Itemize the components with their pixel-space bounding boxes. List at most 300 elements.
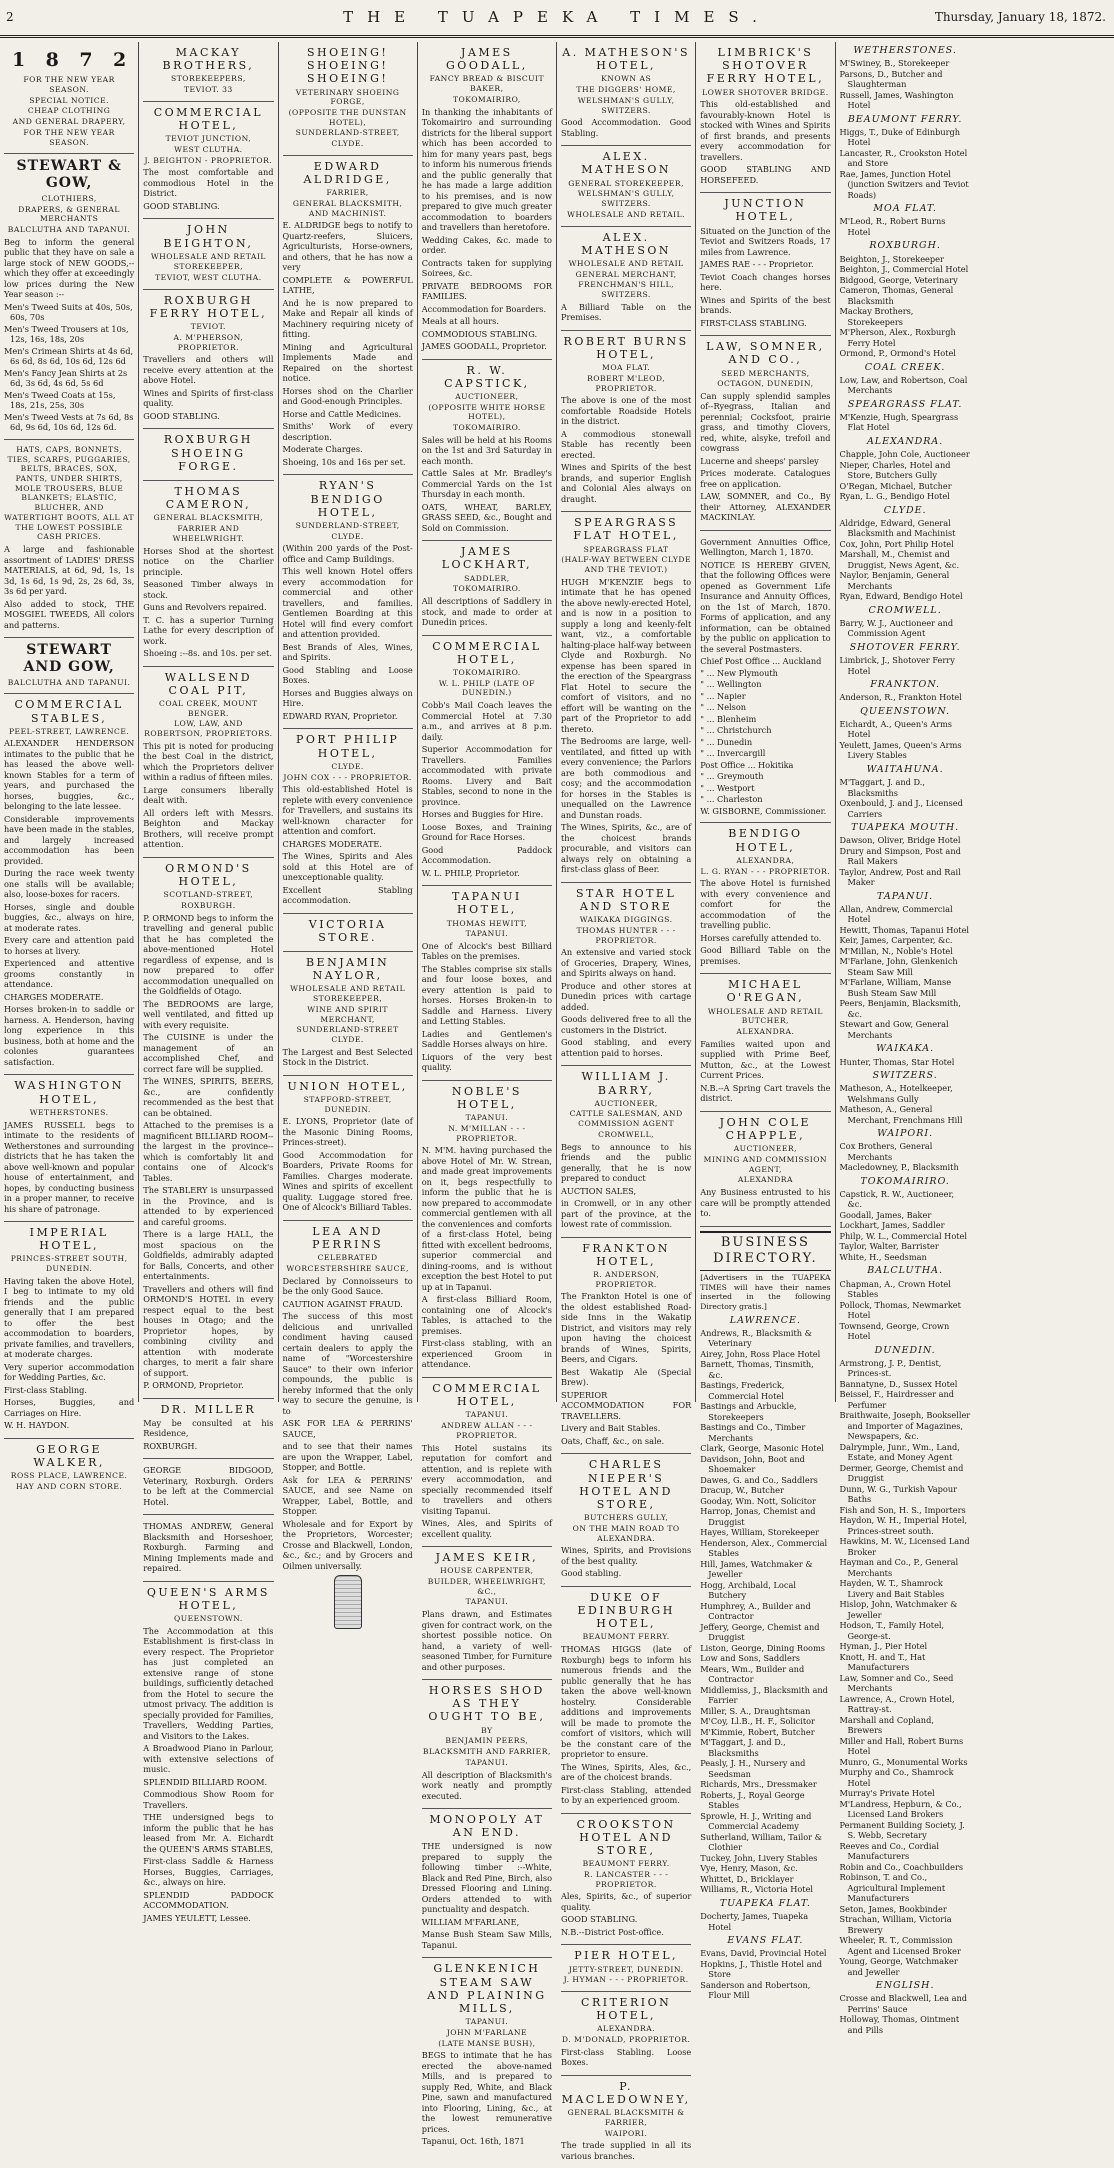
- ad-text: The above Hotel is furnished with every convenience and comfort for the accommodation of the travelling public.: [700, 878, 831, 931]
- ad-text: May be consulted at his Residence,: [143, 1417, 274, 1439]
- ad-subline: D. M'DONALD, PROPRIETOR.: [561, 2035, 691, 2045]
- directory-town: COAL CREEK.: [864, 361, 946, 373]
- directory-entry: Ormond, P., Ormond's Hotel: [839, 348, 956, 359]
- ad-text: Ask for LEA & PERRINS' SAUCE, and see Name on Wrapper, Label, Bottle, and Stopper.: [282, 1474, 413, 1517]
- ad-subline: THOMAS HUNTER - - - PROPRIETOR.: [576, 925, 676, 945]
- directory-entry: Miller and Hall, Robert Burns Hotel: [839, 1735, 964, 1757]
- newspaper-title: THE TUAPEKA TIMES.: [343, 8, 771, 26]
- ad-text: Attached to the premises is a magnificent BILLIARD ROOM--the largest in the province--which is comfortably lit and contains one of Alcock's Tables.: [143, 1120, 274, 1183]
- advertisement: [4, 638, 134, 694]
- directory-entry: Hunter, Thomas, Star Hotel: [839, 1056, 955, 1067]
- advertisement: [700, 193, 830, 336]
- ad-subline: (HALF-WAY BETWEEN CLYDE AND THE TEVIOT.): [561, 555, 692, 575]
- directory-entry: Miller, S. A., Draughtsman: [700, 1705, 811, 1716]
- ad-subline: STOREKEEPERS,: [171, 74, 246, 84]
- advertisement: [422, 1680, 552, 1809]
- ad-subline: J. BEIGHTON - PROPRIETOR.: [144, 155, 273, 165]
- ad-subline: WELSHMAN'S GULLY, SWITZERS.: [577, 189, 675, 209]
- directory-entry: Naylor, Benjamin, General Merchants: [839, 570, 950, 591]
- ad-text: Experienced and attentive grooms constantly in attendance.: [4, 958, 135, 990]
- ad-subline: WEST CLUTHA.: [174, 144, 243, 154]
- ad-subline: ALEXANDRA,: [736, 855, 795, 865]
- directory-entry: Middlemiss, J., Blacksmith and Farrier: [700, 1684, 828, 1706]
- column-4: [418, 42, 557, 2147]
- ad-text: NOTICE IS HEREBY GIVEN, that the following Offices were opened as Government Life Insurance and Annuity Offices, on the 1st of March, 1870. Forms of application, and any information, can be obtained by the public on application to the several Postmasters.: [700, 559, 831, 654]
- directory-entry: Hislop, John, Watchmaker & Jeweller: [839, 1599, 958, 1620]
- directory-entry: Strachan, William, Victoria Brewery: [839, 1914, 952, 1935]
- ad-text: and to see that their names are upon the Wrapper, Label, Stopper, and Bottle.: [282, 1441, 413, 1473]
- directory-entry: Docherty, James, Tuapeka Hotel: [700, 1911, 809, 1932]
- ad-heading: MONOPOLY AT AN END.: [429, 1813, 545, 1840]
- directory-entry: Stewart and Gow, General Merchants: [839, 1019, 949, 1040]
- ad-text: Horse and Cattle Medicines.: [282, 408, 402, 419]
- directory-entry: Murray's Private Hotel: [839, 1788, 935, 1799]
- ad-heading: CROOKSTON HOTEL AND STORE,: [576, 1817, 676, 1857]
- ad-heading: ROBERT BURNS HOTEL,: [563, 334, 689, 361]
- directory-entry: Cox, John, Port Philip Hotel: [839, 538, 954, 549]
- directory-town: DUNEDIN.: [874, 1344, 936, 1356]
- ad-subline: BLACKSMITH AND FARRIER,: [422, 1747, 551, 1757]
- ad-text: Very superior accommodation for Wedding Parties, &c.: [4, 1361, 135, 1383]
- ad-text: GOOD STABLING.: [143, 200, 220, 211]
- ad-subline: BALCLUTHA AND TAPANUI.: [7, 677, 131, 687]
- ad-list-item: " ... Dunedin: [700, 736, 753, 747]
- ad-text: E. LYONS, Proprietor (late of the Masonic Dining Rooms, Princes-street).: [282, 1116, 413, 1148]
- advertisement: [422, 1809, 552, 1958]
- directory-entry: M'Taggart, J. and D., Blacksmiths: [839, 777, 925, 798]
- directory-town: SHOTOVER FERRY.: [849, 641, 961, 653]
- directory-entry: Mackay Brothers, Storekeepers: [839, 306, 914, 327]
- directory-town: ALEXANDRA.: [866, 435, 944, 447]
- directory-entry: Macledowney, P., Blacksmith: [839, 1162, 959, 1173]
- directory-entry: Braithwaite, Joseph, Bookseller and Importer of Magazines, Newspapers, &c.: [839, 1410, 971, 1442]
- ad-text: Tapanui, Oct. 16th, 1871: [421, 2136, 525, 2147]
- ad-text: Every care and attention paid to horses at livery.: [4, 935, 135, 956]
- ad-text: Horses broken-in to saddle or harness. A. Henderson, having long experience in this business, both at home and the colonies guarantees satisfaction.: [4, 1004, 135, 1067]
- advertisement: [561, 227, 691, 331]
- ad-heading: HORSES SHOD AS THEY OUGHT TO BE,: [428, 1684, 546, 1724]
- directory-entry: M'Farlane, William, Manse Bush Steam Saw Mill: [839, 977, 952, 998]
- directory-entry: Chapple, John Cole, Auctioneer: [839, 449, 970, 460]
- directory-entry: Dawson, Oliver, Bridge Hotel: [839, 835, 961, 846]
- directory-entry: Vye, Henry, Mason, &c.: [700, 1863, 798, 1874]
- directory-entry: Philp, W. L., Commercial Hotel: [839, 1230, 968, 1241]
- directory-entry: Sprowle, H. J., Writing and Commercial Academy: [700, 1810, 812, 1832]
- ad-subline: JOHN COX - - - PROPRIETOR.: [283, 772, 412, 782]
- directory-town: WAITAHUNA.: [866, 763, 944, 775]
- ad-text: Shoeing :--8s. and 10s. per set.: [143, 648, 272, 658]
- ad-text: The STABLERY is unsurpassed in the Province, and is attended to by experienced and careful grooms.: [143, 1185, 274, 1227]
- ad-subline: BUTCHERS GULLY,: [583, 1513, 669, 1523]
- directory-entry: Chapman, A., Crown Hotel Stables: [839, 1278, 951, 1300]
- ad-subline: R. LANCASTER - - - PROPRIETOR.: [583, 1869, 669, 1889]
- ad-heading: JAMES KEIR,: [435, 1551, 539, 1564]
- ad-subline: TAPANUI.: [465, 1757, 509, 1767]
- advertisement: [422, 886, 552, 1081]
- ad-text: LAW, SOMNER, and Co., By their Attorney, ALEXANDER MACKINLAY.: [700, 491, 831, 523]
- ad-heading: ORMOND'S HOTEL,: [165, 861, 252, 888]
- ad-text: Produce and other stores at Dunedin prices with cartage added.: [561, 980, 692, 1012]
- advertisement: [700, 42, 830, 193]
- directory-entry: Keir, James, Carpenter, &c.: [839, 935, 953, 946]
- ad-text: Wines, Spirits, and Provisions of the best quality.: [561, 1545, 692, 1566]
- ad-text: Can supply splendid samples of--Ryegrass, Italian and perennial; Cocksfoot, prairie grass, and timothy Clovers, red, white, alsyke, trefoil and cowgrass: [700, 390, 831, 454]
- directory-entry: Robinson, T. and Co., Agricultural Implement Manufacturers: [839, 1872, 946, 1904]
- ad-text: JAMES GOODALL, Proprietor.: [421, 341, 547, 352]
- directory-entry: Gooday, Wm. Nott, Solicitor: [700, 1495, 816, 1506]
- ad-text: (Within 200 yards of the Post-office and Camp Buildings.: [282, 543, 413, 564]
- ad-text: W. L. PHILP, Proprietor.: [421, 867, 520, 878]
- directory-entry: Hopkins, J., Thistle Hotel and Store: [700, 1958, 823, 1980]
- column-7: [836, 42, 975, 2035]
- advertisement: [143, 481, 273, 667]
- ad-text: The Frankton Hotel is one of the oldest established Road-side Inns in the Wakatip District, and visitors may rely upon having the choicest brands of Wines, Spirits, Beers, and Cigars.: [561, 1291, 692, 1365]
- ad-heading: BENJAMIN NAYLOR,: [305, 956, 390, 983]
- ad-subline: TEVIOT. 33: [183, 85, 233, 95]
- ad-subline: WHOLESALE AND RETAIL STOREKEEPER,: [290, 984, 406, 1004]
- ad-list-item: Men's Tweed Suits at 40s, 50s, 60s, 70s: [4, 301, 133, 323]
- directory-entry: Peers, Benjamin, Blacksmith, &c.: [839, 998, 961, 1019]
- directory-entry: M'Millan, N., Noble's Hotel: [839, 945, 953, 956]
- directory-entry: Parsons, D., Butcher and Slaughterman: [839, 68, 943, 90]
- directory-entry: Higgs, T., Duke of Edinburgh Hotel: [839, 126, 961, 148]
- ad-list-item: Men's Tweed Coats at 15s, 18s, 21s, 25s, 30s: [4, 389, 116, 411]
- directory-entry: Crosse and Blackwell, Lea and Perrins' Sauce: [839, 1993, 967, 2014]
- directory-town: MOA FLAT.: [873, 203, 937, 215]
- ad-text: A Broadwood Piano in Parlour, with extensive selections of music.: [143, 1743, 274, 1775]
- advertisement: [143, 102, 273, 220]
- ad-text: Wines, Ales, and Spirits of excellent quality.: [421, 1518, 552, 1539]
- issue-date: Thursday, January 18, 1872.: [934, 10, 1106, 24]
- ad-text: P. ORMOND begs to inform the travelling and general public that he has completed the above-mentioned Hotel regardless of expense, and is now prepared to offer accommodation unequalled on the Goldfields of Otago.: [143, 912, 274, 997]
- column-1: [0, 42, 139, 1491]
- ad-text: Any Business entrusted to his care will be promptly attended to.: [700, 1187, 831, 1219]
- advertisement: [700, 823, 830, 974]
- ad-text: Goods delivered free to all the customers in the District.: [561, 1014, 692, 1035]
- ad-heading: ROXBURGH SHOEING FORGE.: [163, 433, 253, 473]
- advertisement: [143, 1515, 273, 1582]
- ad-subline: WAIKAKA DIGGINGS.: [579, 915, 673, 925]
- ad-text: Good Paddock Accommodation.: [421, 844, 552, 866]
- ad-text: All orders left with Messrs. Beighton and Mackay Brothers, will receive prompt attention.: [143, 807, 274, 850]
- advertisement: [143, 219, 273, 290]
- ad-list-item: " ... New Plymouth: [700, 667, 778, 678]
- directory-entry: Nieper, Charles, Hotel and Store, Butchers Gully: [839, 459, 951, 481]
- ad-subline: WHOLESALE AND RETAIL BUTCHER,: [707, 1006, 823, 1026]
- ad-text: HUGH M'KENZIE begs to intimate that he has opened the above newly-erected Hotel, and is now in a position to supply a long and keenly-felt want, viz., a comfortable halting-place half-way between Clyde and Roxburgh. No expense has been spared in the erection of the Speargrass Flat Hotel to secure the comfort of visitors, and no effort will be wanting on the part of the Proprietor to add thereto.: [561, 576, 692, 734]
- advertisement: [143, 1459, 273, 1515]
- ad-text: Superior Accommodation for Travellers. Families accommodated with private Rooms. Livery and Bait Stables, second to none in the province.: [421, 744, 552, 807]
- ad-text: First-class Stabling. Loose Boxes.: [561, 2046, 692, 2068]
- ad-heading: EDWARD ALDRIDGE,: [303, 159, 392, 187]
- directory-entry: Williams, R., Victoria Hotel: [700, 1884, 814, 1895]
- ad-subline: TEVIOT JUNCTION,: [165, 134, 252, 144]
- ad-heading: DUKE OF EDINBURGH HOTEL,: [577, 1590, 675, 1631]
- ad-text: The WINES, SPIRITS, BEERS, &c., are confidently recommended as the best that can be obtained.: [143, 1076, 274, 1118]
- directory-entry: M'Pherson, Alex., Roxburgh Ferry Hotel: [839, 327, 956, 348]
- ad-subline: TAPANUI.: [465, 1113, 509, 1123]
- advertisement: [143, 290, 273, 430]
- directory-town: ENGLISH.: [875, 1980, 935, 1992]
- ad-heading: CRITERION HOTEL,: [581, 1995, 672, 2023]
- ad-subline: MOA FLAT.: [602, 363, 651, 373]
- directory-town: QUEENSTOWN.: [860, 705, 951, 717]
- directory-entry: Taylor, Andrew, Post and Rail Maker: [839, 866, 961, 888]
- ad-heading: GLENKENICH STEAM SAW AND PLAINING MILLS,: [427, 1962, 547, 2015]
- ad-heading: QUEEN'S ARMS HOTEL,: [146, 1585, 270, 1612]
- directory-entry: Young, George, Watchmaker and Jeweller: [839, 1956, 958, 1977]
- directory-entry: M'Kimmie, Robert, Butcher: [700, 1726, 815, 1737]
- ad-subline: AUCTIONEER,: [455, 391, 519, 401]
- ad-text: Plans drawn, and Estimates given for contract work, on the shortest possible notice. On hand, a variety of well-seasoned Timber, for Furniture and other purposes.: [421, 1609, 552, 1672]
- directory-entry: M'Landress, Hepburn, & Co., Licensed Land Brokers: [839, 1798, 962, 1820]
- advertisement: [561, 1066, 691, 1237]
- ad-text: And he is now prepared to Make and Repair all kinds of Machinery requiring nicety of fitting.: [282, 297, 413, 340]
- advertisement: [4, 1222, 134, 1439]
- ad-text: The Bedrooms are large, well-ventilated, and fitted up with every convenience; the Parlors are both commodious and cosy; and the accommodation for horses in the Stables is unequalled on the Lawrence and Dunstan roads.: [561, 736, 692, 820]
- ad-heading: TAPANUI HOTEL,: [451, 890, 522, 917]
- directory-entry: Ryan, L. G., Bendigo Hotel: [839, 491, 950, 502]
- ad-text: The Largest and Best Selected Stock in the District.: [282, 1046, 413, 1068]
- advertisement: [422, 541, 552, 635]
- ad-text: JAMES RAE - - - Proprietor.: [700, 259, 814, 270]
- directory-entry: Low and Sons, Saddlers: [700, 1653, 800, 1664]
- ad-subline: ALEXANDRA: [737, 1175, 793, 1185]
- directory-entry: Allan, Andrew, Commercial Hotel: [839, 903, 953, 925]
- ad-subline: COAL CREEK, MOUNT BENGER.: [159, 698, 258, 718]
- ad-subline: GENERAL BLACKSMITH & FARRIER,: [567, 2108, 685, 2127]
- ad-subline: SPECIAL NOTICE.: [29, 95, 110, 105]
- ad-text: All description of Blacksmith's work neatly and promptly executed.: [421, 1769, 552, 1801]
- advertisement: [561, 1238, 691, 1455]
- ad-subline: PEEL-STREET, LAWRENCE.: [8, 726, 130, 736]
- directory-entry: Hogg, Archibald, Local Butchery: [700, 1579, 796, 1601]
- directory-entry: Knott, H. and T., Hat Manufacturers: [839, 1651, 926, 1673]
- ad-subline: HATS, CAPS, BONNETS, TIES, SCARFS, PUGGARIES, BELTS, BRACES, SOX, PANTS, UNDER SHIRTS, MOLE TROUSERS, BLUE BLANKETS; ELASTIC, BLUCHER, AND WATERTIGHT BOOTS, ALL AT THE LOWEST POSSIBLE CASH PRICES.: [4, 444, 135, 542]
- ad-text: The BEDROOMS are large, well ventilated, and fitted up with every requisite.: [143, 998, 274, 1030]
- ad-text: Wedding Cakes, &c. made to order.: [421, 234, 552, 256]
- ad-heading: FRANKTON HOTEL,: [582, 1241, 670, 1268]
- ad-text: Horses and Buggies for Hire.: [421, 809, 544, 820]
- ad-list-item: " ... Charleston: [700, 794, 763, 805]
- ad-text: N.B.--District Post-office.: [561, 1926, 664, 1937]
- ad-heading: SPEARGRASS FLAT HOTEL,: [573, 516, 679, 543]
- ad-subline: FRENCHMAN'S HILL, SWITZERS.: [578, 280, 675, 300]
- ad-text: THOMAS ANDREW, General Blacksmith and Horseshoer, Roxburgh. Farming and Mining Implements made and repaired.: [143, 1521, 274, 1574]
- directory-entry: Townsend, George, Crown Hotel: [839, 1320, 950, 1342]
- ad-subline: FANCY BREAD & BISCUIT BAKER,: [429, 74, 545, 94]
- ad-heading: WALLSEND COAL PIT,: [164, 670, 253, 697]
- directory-entry: Marshall and Copland, Brewers: [839, 1714, 934, 1736]
- ad-text: SUPERIOR ACCOMMODATION FOR TRAVELLERS.: [561, 1389, 692, 1421]
- ad-heading: ROXBURGH FERRY HOTEL,: [149, 293, 268, 321]
- directory-entry: Dunn, W. G., Turkish Vapour Baths: [839, 1483, 958, 1505]
- directory-entry: Wheeler, R. T., Commission Agent and Licensed Broker: [839, 1935, 961, 1956]
- directory-entry: Beighton, J., Commercial Hotel: [839, 264, 969, 275]
- directory-entry: M'Swiney, B., Storekeeper: [839, 58, 950, 69]
- directory-town: TAPANUI.: [877, 890, 934, 902]
- directory-entry: M'Farlane, John, Glenkenich Steam Saw Mill: [839, 956, 958, 977]
- ad-text: This Hotel sustains its reputation for comfort and attention, and is replete with every accommodation, and specially recommended itself to travellers and others visiting Tapanui.: [421, 1442, 552, 1516]
- ad-text: Seasoned Timber always in stock.: [143, 579, 274, 600]
- directory-entry: Tuckey, John, Livery Stables: [700, 1852, 818, 1863]
- ad-text: CHARGES MODERATE.: [4, 991, 104, 1002]
- directory-entry: Hodson, T., Family Hotel, George-st.: [839, 1620, 945, 1641]
- ad-text: One of Alcock's best Billiard Tables on the premises.: [421, 940, 552, 962]
- advertisement: [283, 729, 413, 913]
- ad-text: An extensive and varied stock of Groceries, Drapery, Wines, and Spirits always on hand.: [561, 947, 692, 979]
- directory-entry: Law, Somner and Co., Seed Merchants: [839, 1672, 954, 1694]
- directory-entry: Beissel, F., Hairdresser and Perfumer: [839, 1389, 954, 1410]
- ad-subline: FOR THE NEW YEAR SEASON.: [23, 127, 115, 147]
- ad-subline: CLOTHIERS,: [41, 193, 97, 203]
- ad-heading: ALEX. MATHESON: [581, 230, 671, 257]
- advertisement: [4, 1075, 134, 1222]
- directory-entry: Clark, George, Masonic Hotel: [700, 1443, 824, 1454]
- ad-text: All descriptions of Saddlery in stock, and made to order at Dunedin prices.: [421, 596, 552, 628]
- ad-text: The trade supplied in all its various branches.: [561, 2140, 692, 2161]
- ad-text: First-class Stabling, attended to by an experienced groom.: [561, 1784, 692, 1806]
- ad-text: Travellers and others will receive every attention at the above Hotel.: [143, 354, 274, 386]
- advertisement: [700, 336, 830, 531]
- ad-subline: STOREKEEPER,: [173, 262, 244, 272]
- ad-subline: KNOWN AS: [601, 74, 652, 84]
- ad-list-item: " ... Napier: [700, 690, 746, 701]
- directory-entry: Yeulett, James, Queen's Arms Livery Stables: [839, 739, 962, 761]
- ad-heading: STAR HOTEL AND STORE: [575, 886, 677, 913]
- ad-subline: SUNDERLAND-STREET,: [295, 128, 400, 138]
- ad-subline: CROMWELL,: [598, 1129, 655, 1139]
- ad-heading: COMMERCIAL HOTEL,: [432, 639, 542, 666]
- advertisement: [422, 1547, 552, 1680]
- ad-text: Accommodation for Boarders.: [421, 303, 547, 314]
- ad-subline: TOKOMAIRIRO,: [452, 94, 521, 104]
- ad-subline: J. HYMAN - - - PROPRIETOR.: [563, 1975, 689, 1985]
- directory-entry: Sanderson and Robertson, Flour Mill: [700, 1979, 811, 2001]
- ad-text: Situated on the Junction of the Teviot and Switzers Roads, 17 miles from Lawrence.: [700, 225, 831, 257]
- ad-text: CHARGES MODERATE.: [282, 838, 383, 849]
- directory-town: ROXBURGH.: [869, 240, 941, 252]
- directory-entry: Capstick, R. W., Auctioneer, &c.: [839, 1188, 955, 1210]
- advertisement: [422, 42, 552, 360]
- ad-list-item: W. GISBORNE, Commissioner.: [700, 805, 827, 816]
- ad-text: ROXBURGH.: [143, 1440, 198, 1451]
- ad-subline: FOR THE NEW YEAR SEASON.: [23, 75, 115, 95]
- ad-subline: DRAPERS, & GENERAL MERCHANTS: [18, 204, 120, 224]
- ad-heading: LIMBRICK'S SHOTOVER FERRY HOTEL,: [706, 46, 825, 86]
- ad-text: GOOD STABLING AND HORSEFEED.: [700, 164, 831, 185]
- ad-subline: ANDREW ALLAN - - - PROPRIETOR.: [441, 1421, 533, 1440]
- ad-heading: GEORGE WALKER,: [33, 1442, 105, 1469]
- directory-entry: Lockhart, James, Saddler: [839, 1220, 945, 1231]
- directory-entry: Russell, James, Washington Hotel: [839, 89, 954, 111]
- directory-entry: Cox Brothers, General Merchants: [839, 1141, 933, 1162]
- year-digit: 8: [45, 49, 59, 71]
- ad-subline: WETHERSTONES.: [29, 1107, 109, 1117]
- directory-town: SWITZERS.: [872, 1070, 938, 1081]
- ad-text: During the race week twenty one stalls will be available; also, loose-boxes for racers.: [4, 868, 135, 900]
- ad-heading: IMPERIAL HOTEL,: [29, 1226, 109, 1253]
- ad-text: Wines and Spirits of the best brands.: [700, 294, 831, 316]
- ad-subline: AUCTIONEER,: [594, 1098, 658, 1108]
- directory-entry: Richards, Mrs., Dressmaker: [700, 1779, 817, 1790]
- ad-heading: STEWART & GOW,: [16, 158, 122, 192]
- ad-heading: BENDIGO HOTEL,: [728, 827, 803, 854]
- directory-entry: Davidson, John, Boot and Shoemaker: [700, 1453, 805, 1475]
- ad-heading: JOHN BEIGHTON,: [163, 223, 254, 250]
- ad-text: GEORGE BIDGOOD, Veterinary, Roxburgh. Orders to be left at the Commercial Hotel.: [143, 1465, 274, 1507]
- ad-heading: UNION HOTEL,: [287, 1079, 408, 1093]
- ad-subline: CATTLE SALESMAN, AND COMMISSION AGENT: [569, 1109, 683, 1129]
- ad-subline: TAPANUI.: [465, 1410, 509, 1420]
- ad-subline: TOKOMAIRIRO.: [452, 584, 521, 594]
- ad-text: Prices moderate. Catalogues free on application.: [700, 468, 831, 489]
- ad-heading: COMMERCIAL HOTEL,: [432, 1381, 542, 1409]
- directory-entry: Goodall, James, Baker: [839, 1209, 932, 1220]
- ad-subline: WHOLESALE AND RETAIL: [568, 258, 684, 268]
- advertisement: [422, 636, 552, 887]
- directory-entry: Hayes, William, Storekeeper: [700, 1527, 819, 1538]
- ad-text: WILLIAM M'FARLANE,: [421, 1916, 520, 1927]
- ad-text: Guns and Revolvers repaired.: [143, 602, 267, 612]
- advertisement: [283, 156, 413, 476]
- ad-subline: SCOTLAND-STREET,: [163, 890, 254, 900]
- ad-heading: SHOEING! SHOEING! SHOEING!: [306, 46, 389, 86]
- advertisement: [4, 440, 134, 638]
- ad-text: The Wines, Spirits, &c., are of the choicest brands procurable, and visitors can always rely on obtaining a first-class glass of Beer.: [561, 822, 692, 875]
- ad-list-item: " ... Blenheim: [700, 713, 757, 724]
- ad-subline: WELSHMAN'S GULLY, SWITZERS.: [577, 95, 675, 115]
- ad-subline: ALEXANDRA.: [736, 1027, 795, 1037]
- ad-text: The Accommodation at this Establishment is first-class in every respect. The Proprietor has just completed an extensive range of stone buildings, sufficiently detached from the Hotel to secure the utmost privacy. The addition is specially provided for Families, Travellers, Wedding Parties, and Visitors to the Lakes.: [143, 1625, 274, 1741]
- ad-text: Contracts taken for supplying Soirees, &c.: [421, 257, 552, 279]
- advertisement: [561, 1454, 691, 1586]
- ad-heading: JAMES GOODALL,: [446, 46, 528, 73]
- ad-text: SPLENDID PADDOCK ACCOMMODATION.: [143, 1889, 274, 1911]
- ad-subline: ROXBURGH.: [181, 900, 236, 910]
- directory-town: BEAUMONT FERRY.: [847, 113, 963, 125]
- ad-text: JAMES RUSSELL begs to intimate to the residents of Wetherstones and surrounding districts that he has taken the above well-known and popular house of entertainment, and hopes, by conducting business in a proper manner, to receive his share of patronage.: [4, 1119, 135, 1214]
- ad-text: First-class stabling, with an experienced Groom in attendance.: [421, 1338, 552, 1370]
- advertisement: [561, 1587, 691, 1814]
- ad-text: Good stabling, and every attention paid to horses.: [561, 1037, 692, 1058]
- directory-note: [Advertisers in the TUAPEKA TIMES will have their names inserted in the following Directory gratis.]: [700, 1272, 831, 1311]
- ad-text: Ladies and Gentlemen's Saddle Horses always on hire.: [421, 1028, 552, 1050]
- year-digit: 7: [79, 49, 93, 71]
- ad-text: JAMES YEULETT, Lessee.: [143, 1912, 251, 1923]
- directory-town: FRANKTON.: [870, 679, 941, 691]
- ad-text: Good Accommodation. Good Stabling.: [561, 117, 692, 138]
- directory-entry: Lancaster, R., Crookston Hotel and Store: [839, 147, 968, 169]
- ad-text: This pit is noted for producing the best Coal in the district, which the Proprietors deliver within a radius of fifteen miles.: [143, 740, 274, 783]
- ad-text: Shoeing, 10s and 16s per set.: [282, 456, 406, 467]
- ad-text: Begs to announce to his friends and the public generally, that he is now prepared to conduct: [561, 1141, 692, 1184]
- advertisement: [422, 1378, 552, 1547]
- advertisement: [143, 858, 273, 1399]
- advertisement: [283, 1076, 413, 1221]
- ad-text: Sales will be held at his Rooms on the 1st and 3rd Saturday in each month.: [421, 434, 552, 466]
- directory-entry: O'Regan, Michael, Butcher: [839, 480, 952, 491]
- ad-text: Cattle Sales at Mr. Bradley's Commercial Yards on the 1st Thursday in each month.: [421, 468, 552, 500]
- ad-list-item: Post Office ... Hokitika: [700, 759, 794, 770]
- directory-entry: Robin and Co., Coachbuilders: [839, 1861, 964, 1872]
- directory-entry: Dalrymple, Junr., Wm., Land, Estate, and Money Agent: [839, 1441, 960, 1463]
- ad-subline: WINE AND SPIRIT MERCHANT,: [307, 1004, 388, 1024]
- ad-text: N. M'M. having purchased the above Hotel of Mr. W. Strean, and made great improvements on it, begs respectfully to inform the public that he is now prepared to accommodate commercial gentlemen with all the conveniences and comforts of a first-class Hotel, being fitted with excellent bedrooms, superior commercial and dining-rooms, and is without exception the best Hotel to put up at in Tapanui.: [421, 1145, 552, 1292]
- ad-subline: BENJAMIN PEERS,: [445, 1736, 529, 1746]
- directory-entry: Permanent Building Society, J. S. Webb, Secretary: [839, 1819, 965, 1841]
- ad-subline: TOKOMAIRIRO.: [452, 667, 521, 677]
